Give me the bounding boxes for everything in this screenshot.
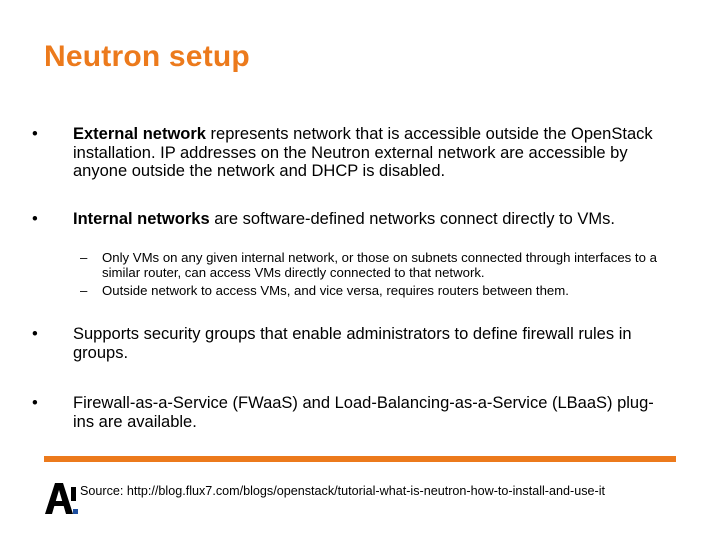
bullet-security-groups	[32, 325, 672, 362]
bullet-marker: •	[32, 325, 38, 343]
bullet-marker: •	[32, 125, 38, 143]
bullet-marker: •	[32, 394, 38, 412]
page-title: Neutron setup	[44, 40, 250, 73]
subbullet-internal-access	[80, 250, 660, 280]
bullet-bold-term: External network	[73, 125, 206, 143]
bullet-bold-term: Internal networks	[73, 210, 210, 228]
bullet-text: Firewall-as-a-Service (FWaaS) and Load-Balancing-as-a-Service (LBaaS) plug-ins are available.	[73, 394, 654, 431]
bullet-fwaas-lbaas	[32, 394, 672, 431]
bullet-marker: •	[32, 210, 38, 228]
logo-icon	[44, 480, 78, 516]
subbullet-marker: –	[80, 283, 88, 298]
subbullet-text: Outside network to access VMs, and vice versa, requires routers between them.	[102, 283, 569, 298]
bullet-text: are software-defined networks connect directly to VMs.	[209, 210, 615, 228]
bullet-internal-networks	[32, 210, 672, 229]
bullet-external-network	[32, 125, 672, 181]
source-citation: Source: http://blog.flux7.com/blogs/openstack/tutorial-what-is-neutron-how-to-install-and-use-it	[80, 484, 605, 498]
subbullet-text: Only VMs on any given internal network, or those on subnets connected through interfaces to a similar router, can access VMs directly connected to that network.	[102, 250, 657, 280]
bullet-text: Supports security groups that enable administrators to define firewall rules in groups.	[73, 325, 632, 362]
bullet-text: represents network that is accessible outside the OpenStack installation. IP addresses on the Neutron external network are accessible by anyone outside the network and DHCP is disabled.	[73, 125, 653, 180]
footer-divider	[44, 456, 676, 462]
subbullet-outside-routers	[80, 283, 660, 298]
subbullet-marker: –	[80, 250, 88, 265]
